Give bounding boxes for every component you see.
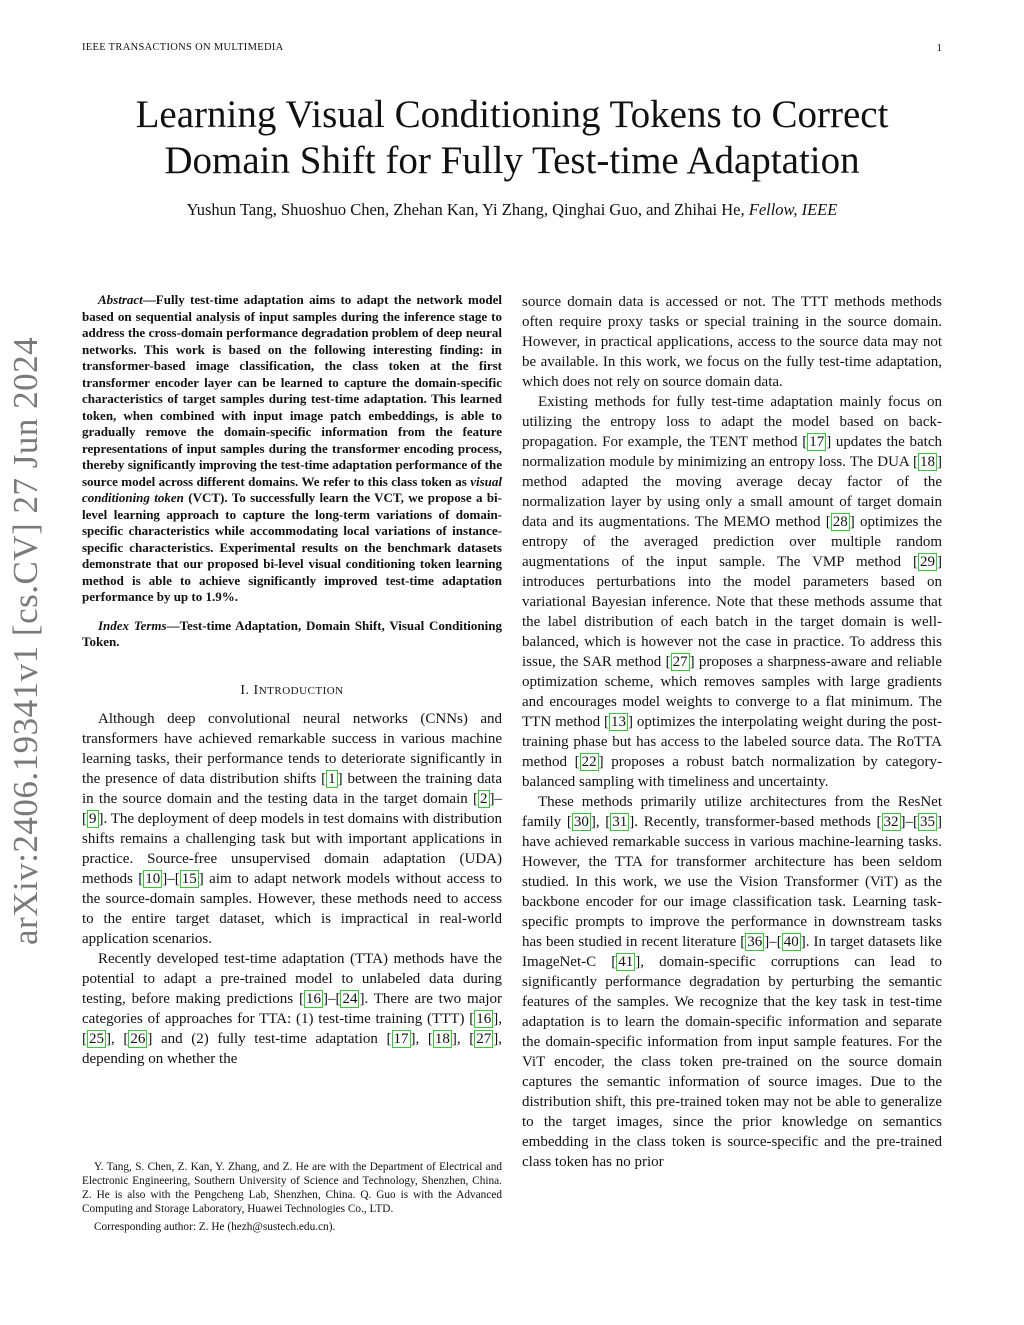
text: , domain-specific corruptions can lead to significantly performance degradation by perturbing the semantic features of the samples. We recognize that the key task in test-time adaptation is to learn the domain-specific information and separate the domain-specific information from input sample features. For the ViT encoder, the class token pre-trained on the source domain captures the semantic information of source images. Due to the distribution shift, this pre-trained token may not be able to generalize to the target images, since the prior knowledge on semantics embedding in the class token is source-specific and the pre-trained class token has no prior xyxy=(522,954,943,1170)
citation-link[interactable]: 13 xyxy=(610,714,626,730)
text: optimizes the interpolating weight during the post-training phase but has access to the labeled source data. The RoTTA method xyxy=(522,714,942,770)
footnote-corresponding: Corresponding author: Z. He (hezh@sustech.edu.cn). xyxy=(94,1221,336,1233)
citation-link[interactable]: 10 xyxy=(145,870,161,887)
citation-link[interactable]: 15 xyxy=(181,870,197,887)
text: , depending on whether the xyxy=(82,1030,502,1067)
citation-link[interactable]: 27 xyxy=(672,654,688,670)
arxiv-stamp: arXiv:2406.19341v1 [cs.CV] 27 Jun 2024 xyxy=(6,336,45,945)
abstract-label: Abstract xyxy=(98,292,143,307)
citation-link[interactable]: 36 xyxy=(747,934,763,950)
right-paragraph-3: These methods primarily utilize architectures from the ResNet family [ 30 ], [ 31 ]. Recently, transformer-based methods [ 32 ]–[ 35 ] have achieved remarkable success in various machine-learning tasks. However, the TTA for transformer architecture has been seldom studied. In this work, we use the Vision Transformer (ViT) as the backbone encoder for our image classification task. Learning task-specific prompts to improve the performance in downstream tasks has been studied in recent literature [ 36 ]–[ 40 ]. In target datasets like ImageNet-C [ 41 ], domain-specific corruptions can lead to significantly performance degradation by perturbing the semantic features of the samples. We recognize that the key task in test-time adaptation is to learn the domain-specific information and separate the domain-specific information from input sample features. For the ViT encoder, the class token pre-trained on the source domain captures the semantic information of source images. Due to the distribution shift, this pre-trained token may not be able to generalize to the target images, since the prior knowledge on semantics embedding in the class token is source-specific and the pre-trained class token has no prior xyxy=(522,794,943,1170)
index-terms-text: Test-time Adaptation, Domain Shift, Visual Conditioning Token. xyxy=(82,617,502,649)
left-column xyxy=(82,292,502,1069)
authors-names: Yushun Tang, Shuoshuo Chen, Zhehan Kan, Yi Zhang, Qinghai Guo, and Zhihai He, xyxy=(186,200,745,219)
footnote xyxy=(82,1160,502,1234)
text: Recently developed test-time adaptation (TTA) methods have the potential to adapt a pre-trained model to unlabeled data during testing, before making predictions xyxy=(82,950,502,1007)
abstract: Abstract—Fully test-time adaptation aims to adapt the network model based on sequential analysis of input samples during the inference stage to address the cross-domain performance degradation problem of deep neural networks. This work is based on the following interesting finding: in transformer-based image classification, the class token at the first transformer encoder layer can be learned to capture the domain-specific characteristics of target samples during test-time adaptation. This learned token, when combined with input image patch embeddings, is able to gradually remove the domain-specific information from the feature representations of input samples during the transformer encoding process, thereby significantly improving the test-time adaptation performance of the source model across different domains. We refer to this class token as visual conditioning token (VCT). To successfully learn the VCT, we propose a bi-level learning approach to capture the long-term variations of domain-specific characteristics while accommodating local variations of instance-specific characteristics. Experimental results on the benchmark datasets demonstrate that our proposed bi-level visual conditioning token learning method is able to achieve significantly improved test-time adaptation performance by up to 1.9%. xyxy=(82,292,502,604)
index-terms: Index Terms—Test-time Adaptation, Domain Shift, Visual Conditioning Token. xyxy=(82,617,502,649)
page-number: 1 xyxy=(936,42,942,54)
citation-link[interactable]: 28 xyxy=(832,514,848,530)
text: have achieved remarkable success in various machine-learning tasks. However, the TTA for transformer architecture has been seldom studied. In this work, we use the Vision Transformer (ViT) as the backbone encoder for our image classification task. Learning task-specific prompts to improve the performance in downstream tasks has been studied in recent literature xyxy=(522,834,942,950)
citation-link[interactable]: 1 xyxy=(328,770,336,787)
citation-link[interactable]: 17 xyxy=(393,1030,409,1047)
text: Although deep convolutional neural networks (CNNs) and transformers have achieved remarkable success in various machine learning tasks, their performance tends to deteriorate significantly in the presence of data distribution shifts xyxy=(82,710,502,787)
intro-paragraph-1: Although deep convolutional neural networks (CNNs) and transformers have achieved remarkable success in various machine learning tasks, their performance tends to deteriorate significantly in the presence of data distribution shifts [ 1 ] between the training data in the source domain and the testing data in the target domain [ 2 ]–[ 9 ]. The deployment of deep models in test domains with distribution shifts remains a challenging task but with important applications in practice. Source-free unsupervised domain adaptation (UDA) methods [ 10 ]–[ 15 ] aim to adapt network models without access to the source-domain samples. However, these methods need to access to the entire target dataset, which is impractical in real-world application scenarios. xyxy=(82,710,502,947)
text: These methods primarily utilize architectures from the ResNet family xyxy=(522,794,942,830)
citation-link[interactable]: 9 xyxy=(89,810,97,827)
text: Existing methods for fully test-time adaptation mainly focus on utilizing the entropy loss to adapt the model based on back-propagation. For example, the TENT method xyxy=(522,394,942,450)
abstract-text-1: Fully test-time adaptation aims to adapt the network model based on sequential analysis of input samples during the inference stage to address the cross-domain performance degradation problem of deep neural networks. This work is based on the following interesting finding: in transformer-based image classification, the class token at the first transformer encoder layer can be learned to capture the domain-specific characteristics of target samples during test-time adaptation. This learned token, when combined with input image patch embeddings, is able to gradually remove the domain-specific information from the feature representations of input samples during the transformer encoding process, thereby significantly improving the test-time adaptation performance of the source model across different domains. We refer to this class token as xyxy=(82,292,502,489)
text: and (2) fully test-time adaptation xyxy=(152,1030,387,1047)
section-heading xyxy=(82,683,502,699)
section-rest: NTRODUCTION xyxy=(258,684,344,697)
text: optimizes the entropy of the averaged prediction over multiple random augmentations of the input sample. The VMP method xyxy=(522,514,942,570)
author-list xyxy=(82,200,942,220)
citation-link[interactable]: 26 xyxy=(130,1030,146,1047)
citation-link[interactable]: 29 xyxy=(920,554,935,570)
index-terms-label: Index Terms xyxy=(98,617,167,633)
text: . The deployment of deep models in test domains with distribution shifts remains a challenging task but with important applications in practice. Source-free unsupervised domain adaptation (UDA) methods xyxy=(82,810,502,887)
right-paragraph-2: Existing methods for fully test-time adaptation mainly focus on utilizing the entropy loss to adapt the model based on back-propagation. For example, the TENT method [ 17 ] updates the batch normalization module by minimizing an entropy loss. The DUA [ 18 ] method adapted the moving average decay factor of the normalization layer by using only a small amount of target domain data and its augmentations. The MEMO method [ 28 ] optimizes the entropy of the averaged prediction over multiple random augmentations of the input sample. The VMP method [ 29 ] introduces perturbations into the model parameters based on variational Bayesian inference. Note that these methods assume that the label distribution of each batch in the target domain is well-balanced, which is however not the case in practice. To address this issue, the SAR method [ 27 ] proposes a sharpness-aware and reliable optimization scheme, which removes samples with large gradients and encourages model weights to converge to a flat minimum. The TTN method [ 13 ] optimizes the interpolating weight during the post-training phase but has access to the labeled source data. The RoTTA method [ 22 ] proposes a robust batch normalization by category-balanced sampling with timeliness and uncertainty. xyxy=(522,394,943,790)
paper-title: Learning Visual Conditioning Tokens to Correct Domain Shift for Fully Test-time Adaptation xyxy=(135,93,889,182)
right-paragraph-1: source domain data is accessed or not. The TTT methods methods often require proxy tasks or special training in the source domain. However, in practical applications, access to the source data may not be available. In this work, we focus on the fully test-time adaptation, which does not rely on source domain data. xyxy=(522,294,942,390)
text: . Recently, transformer-based methods xyxy=(634,814,877,830)
section-initial: I xyxy=(253,682,259,698)
citation-link[interactable]: 41 xyxy=(618,954,634,970)
text: proposes a sharpness-aware and reliable optimization scheme, which removes samples with large gradients and encourages model weights to converge to a flat minimum. The TTN method xyxy=(522,654,943,730)
intro-paragraph-2: Recently developed test-time adaptation (TTA) methods have the potential to adapt a pre-trained model to unlabeled data during testing, before making predictions [ 16 ]–[ 24 ]. There are two major categories of approaches for TTA: (1) test-time training (TTT) [ 16 ], [ 25 ], [ 26 ] and (2) fully test-time adaptation [ 17 ], [ 18 ], [ 27 ], depending on whether the xyxy=(82,950,502,1067)
citation-link[interactable]: 2 xyxy=(480,790,488,807)
citation-link[interactable]: 35 xyxy=(920,814,935,830)
citation-link[interactable]: 16 xyxy=(305,990,321,1007)
citation-link[interactable]: 16 xyxy=(476,1010,492,1027)
citation-link[interactable]: 40 xyxy=(783,934,799,950)
citation-link[interactable]: 18 xyxy=(434,1030,450,1047)
authors-suffix: Fellow, IEEE xyxy=(748,200,838,219)
citation-link[interactable]: 24 xyxy=(342,990,358,1007)
text: introduces perturbations into the model parameters based on variational Bayesian inference. Note that these methods assume that the label distribution of each batch in the target domain is well-balanced, which is however not the case in practice. To address this issue, the SAR method xyxy=(522,574,942,670)
text: . In target datasets like ImageNet-C xyxy=(522,934,942,970)
citation-link[interactable]: 25 xyxy=(89,1030,104,1047)
abstract-text-2: (VCT). To successfully learn the VCT, we propose a bi-level learning approach to capture the long-term variations of domain-specific characteristics while accommodating local variations of instance-specific characteristics. Experimental results on the benchmark datasets demonstrate that our proposed bi-level visual conditioning token learning method is able to achieve significantly improved test-time adaptation performance by up to 1.9%. xyxy=(82,490,502,604)
citation-link[interactable]: 32 xyxy=(883,814,899,830)
citation-link[interactable]: 31 xyxy=(612,814,628,830)
text: method adapted the moving average decay factor of the normalization layer by using only a small amount of target domain data and its augmentations. The MEMO method xyxy=(522,474,942,530)
citation-link[interactable]: 17 xyxy=(809,434,825,450)
citation-link[interactable]: 30 xyxy=(573,814,589,830)
text: between the training data in the source domain and the testing data in the target domain xyxy=(82,770,502,807)
citation-link[interactable]: 22 xyxy=(581,754,597,770)
citation-link[interactable]: 27 xyxy=(476,1030,492,1047)
section-number: I. xyxy=(240,682,250,698)
text: . There are two major categories of approaches for TTA: (1) test-time training (TTT) xyxy=(82,990,502,1027)
abstract-emph: visual conditioning token xyxy=(82,473,502,505)
text: proposes a robust batch normalization by category-balanced sampling with timeliness and uncertainty. xyxy=(522,754,943,790)
citation-link[interactable]: 18 xyxy=(920,454,935,470)
right-column xyxy=(522,292,942,1172)
running-head: IEEE TRANSACTIONS ON MULTIMEDIA xyxy=(82,42,284,53)
text: updates the batch normalization module by minimizing an entropy loss. The DUA xyxy=(522,434,942,470)
text: aim to adapt network models without access to the source-domain samples. However, these methods need to access to the entire target dataset, which is impractical in real-world application scenarios. xyxy=(82,870,502,947)
footnote-affiliation: Y. Tang, S. Chen, Z. Kan, Y. Zhang, and Z. He are with the Department of Electrical and Electronic Engineering, Southern University of Science and Technology, Shenzhen, China. Z. He is also with the Pengcheng Lab, Shenzhen, China. Q. Guo is with the Advanced Computing and Storage Laboratory, Huawei Technologies Co., LTD. xyxy=(82,1161,502,1215)
